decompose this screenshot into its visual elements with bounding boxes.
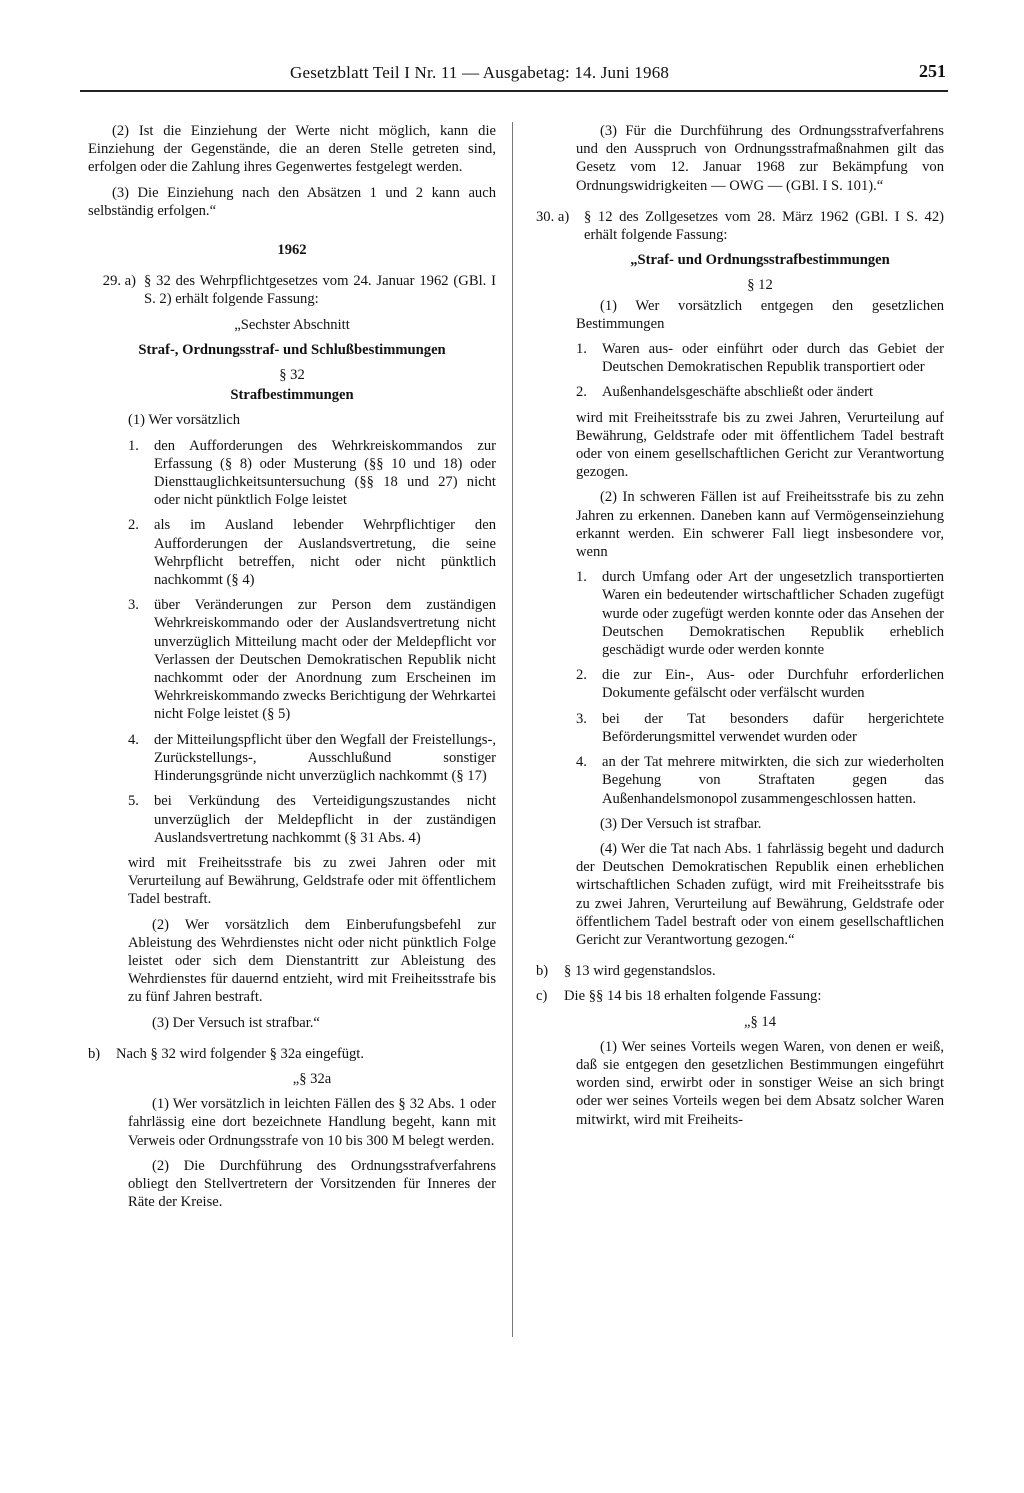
abschnitt-title: Straf-, Ordnungsstraf- und Schlußbestimmungen: [138, 341, 446, 358]
section-30a: [536, 208, 944, 244]
paragraph-number: „§ 32a: [292, 1070, 332, 1087]
paragraph: (2) In schweren Fällen ist auf Freiheitsstrafe bis zu zehn Jahren zu erkennen. Daneben kann auf Vermögenseinziehung erkannt werden. Ein schwerer Fall liegt insbesondere vor, wenn: [576, 489, 944, 561]
column-divider: [512, 122, 513, 1337]
list-item: 1. Waren aus- oder einführt oder durch das Gebiet der Deutschen Demokratischen Republik transportiert oder: [576, 341, 944, 376]
page-number: 251: [919, 61, 946, 81]
paragraph-number: § 12: [747, 277, 773, 294]
section-label: b): [88, 1045, 101, 1062]
section-text: § 13 wird gegenstandslos.: [564, 963, 716, 980]
list-item: 2. die zur Ein-, Aus- oder Durchfuhr erforderlichen Dokumente gefälscht oder verfälscht wurden: [576, 667, 944, 702]
abschnitt-heading: „Sechster Abschnitt: [234, 316, 350, 333]
list-item: 3. über Veränderungen zur Person dem zuständigen Wehrkreiskommando oder der Auslandsvertretung nicht unverzüglich Mitteilung macht oder der Meldepflicht vor Verlassen der Deutschen Demokratischen Republik nicht nachkommt oder der Anordnung zum Erscheinen im Wehrkreiskommando zwecks Berichtigung der Wehrkartei nicht Folge leistet (§ 5): [128, 597, 496, 723]
paragraph: (2) Ist die Einziehung der Werte nicht möglich, kann die Einziehung der Gegenstände, die an deren Stelle getreten sind, erfolgen oder die Zahlung ihres Gegenwertes festgelegt werden.: [88, 123, 496, 176]
section-text: § 32 des Wehrpflichtgesetzes vom 24. Januar 1962 (GBl. I S. 2) erhält folgende Fassung:: [144, 273, 496, 308]
section-c: [536, 987, 944, 1005]
paragraph: (2) Die Durchführung des Ordnungsstrafverfahrens obliegt den Stellvertretern der Vorsitzenden für Inneres der Räte der Kreise.: [128, 1157, 496, 1211]
paragraph-number: § 32: [279, 367, 305, 384]
paragraph: (3) Der Versuch ist strafbar.“: [152, 1014, 320, 1031]
list-item: 3. bei der Tat besonders dafür hergerichtete Beförderungsmittel verwendet wurden oder: [576, 710, 944, 745]
section-b: [88, 1045, 496, 1063]
paragraph: (3) Der Versuch ist strafbar.: [600, 815, 762, 832]
right-column: [536, 122, 944, 1136]
section-label: 29. a): [102, 273, 136, 290]
page-header: [80, 58, 948, 92]
section-label: b): [536, 963, 549, 980]
list-item: 1. durch Umfang oder Art der ungesetzlich transportierten Waren ein bedeutender wirtschaftlicher Schaden zugefügt wurde oder zugefügt werden konnte oder das Ansehen der Deutschen Demokratischen Republik erheblich geschädigt wurde oder werden konnte: [576, 569, 944, 659]
paragraph-title: Strafbestimmungen: [230, 387, 354, 404]
paragraph: wird mit Freiheitsstrafe bis zu zwei Jahren, Verurteilung auf Bewährung, Geldstrafe oder mit öffentlichem Tadel bestraft oder von einem gesellschaftlichen Gericht zur Verantwortung gezogen.: [576, 409, 944, 481]
paragraph: (1) Wer vorsätzlich entgegen den gesetzlichen Bestimmungen: [576, 297, 944, 332]
section-label: 30. a): [536, 208, 570, 225]
section-text: Nach § 32 wird folgender § 32a eingefügt.: [116, 1045, 365, 1062]
paragraph: wird mit Freiheitsstrafe bis zu zwei Jahren oder mit Verurteilung auf Bewährung, Geldstrafe oder mit öffentlichem Tadel bestraft.: [128, 854, 496, 908]
year-heading: 1962: [277, 242, 307, 259]
section-29a: [88, 272, 496, 308]
paragraph-number: „§ 14: [743, 1013, 777, 1030]
paragraph: (3) Die Einziehung nach den Absätzen 1 und 2 kann auch selbständig erfolgen.“: [88, 184, 496, 219]
paragraph: (1) Wer vorsätzlich: [128, 412, 241, 429]
paragraph: (1) Wer seines Vorteils wegen Waren, von denen er weiß, daß sie entgegen den gesetzlichen Bestimmungen eingeführt worden sind, erwirbt oder in sonstiger Weise an sich bringt oder wer seines Vorteils wegen bei dem Absatz solcher Waren mitwirkt, wird mit Freiheits-: [576, 1038, 944, 1128]
list-item: 4. der Mitteilungspflicht über den Wegfall der Freistellungs-, Zurückstellungs-, Ausschlußund sonstiger Hinderungsgründe nicht unverzüglich nachkommt (§ 17): [128, 731, 496, 785]
paragraph: (4) Wer die Tat nach Abs. 1 fahrlässig begeht und dadurch der Deutschen Demokratischen Republik einen erheblichen wirtschaftlichen Schaden zufügt, wird mit Freiheitsstrafe bis zu zwei Jahren, Verurteilung auf Bewährung, Geldstrafe oder öffentlichem Tadel bestraft oder von einem gesellschaftlichen Gericht zur Verantwortung gezogen.“: [576, 840, 944, 948]
paragraph: (1) Wer vorsätzlich in leichten Fällen des § 32 Abs. 1 oder fahrlässig eine dort bezeichnete Handlung begeht, kann mit Verweis oder Ordnungsstrafe von 10 bis 300 M belegt werden.: [128, 1096, 496, 1149]
list-item: 2. Außenhandelsgeschäfte abschließt oder ändert: [576, 384, 874, 401]
section-label: c): [536, 988, 548, 1005]
section-heading: „Straf- und Ordnungsstrafbestimmungen: [630, 252, 890, 269]
paragraph: (2) Wer vorsätzlich dem Einberufungsbefehl zur Ableistung des Wehrdienstes nicht oder nicht pünktlich Folge leistet oder sich dem Dienstantritt zur Ableistung des Wehrdienstes für dauernd entzieht, wird mit Freiheitsstrafe bis zu fünf Jahren bestraft.: [128, 916, 496, 1006]
header-title: Gesetzblatt Teil I Nr. 11 — Ausgabetag: 14. Juni 1968: [290, 63, 670, 82]
left-column: [88, 122, 496, 1218]
section-b: [536, 962, 944, 980]
list-item: 5. bei Verkündung des Verteidigungszustandes nicht unverzüglich der Meldepflicht in der zuständigen Auslandsvertretung nachkommt (§ 31 Abs. 4): [128, 793, 496, 846]
section-text: § 12 des Zollgesetzes vom 28. März 1962 (GBl. I S. 42) erhält folgende Fassung:: [584, 208, 944, 244]
list-item: 1. den Aufforderungen des Wehrkreiskommandos zur Erfassung (§ 8) oder Musterung (§§ 10 und 18) oder Diensttauglichkeitsuntersuchung (§§ 18 und 27) nicht oder nicht pünktlich Folge leistet: [128, 437, 496, 509]
paragraph: (3) Für die Durchführung des Ordnungsstrafverfahrens und den Ausspruch von Ordnungsstrafmaßnahmen gilt das Gesetz vom 12. Januar 1968 zur Bekämpfung von Ordnungswidrigkeiten — OWG — (GBl. I S. 101).“: [576, 123, 944, 194]
section-text: Die §§ 14 bis 18 erhalten folgende Fassung:: [564, 988, 822, 1005]
list-item: 4. an der Tat mehrere mitwirkten, die sich zur wiederholten Begehung von Straftaten gegen das Außenhandelsmonopol zusammengeschlossen hatten.: [576, 754, 944, 807]
list-item: 2. als im Ausland lebender Wehrpflichtiger den Aufforderungen der Auslandsvertretung, die seine Wehrpflicht betreffen, nicht oder nicht pünktlich nachkommt (§ 4): [128, 517, 496, 589]
